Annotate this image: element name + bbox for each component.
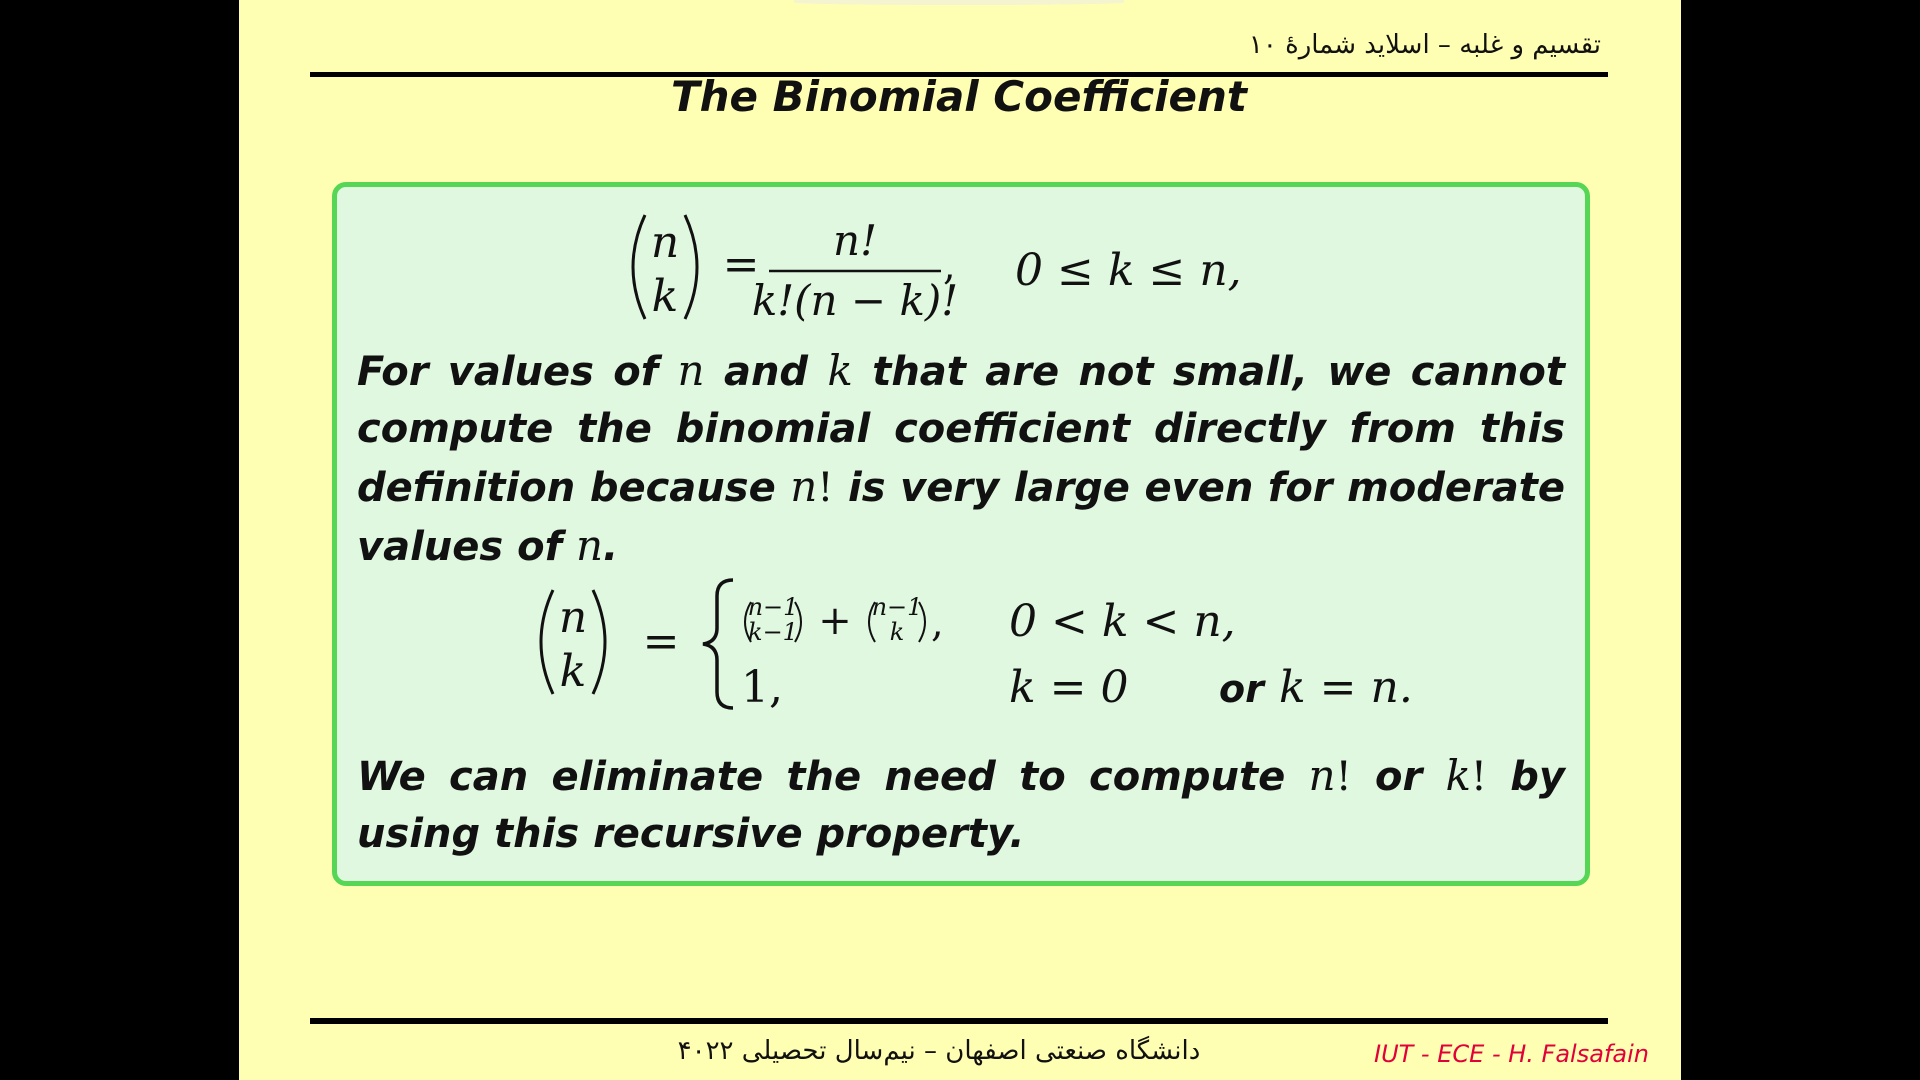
left-paren	[633, 215, 645, 319]
binom-b-bottom: k	[889, 618, 905, 646]
binom-top: n	[558, 592, 588, 643]
p2-text-1: We can eliminate the need to compute	[357, 754, 1309, 800]
range-condition: 0 ≤ k ≤ n,	[1015, 245, 1242, 296]
p1-math-k: k	[827, 346, 853, 395]
binom-top: n	[650, 217, 680, 268]
left-paren	[541, 590, 553, 694]
right-paren	[593, 590, 605, 694]
left-brace	[703, 580, 733, 708]
p1-text-4: is very large even for moderate values of	[357, 465, 1566, 570]
binom-bottom: k	[651, 271, 679, 322]
course-header: تقسیم و غلبه – اسلاید شمارهٔ ۱۰	[1248, 30, 1601, 60]
case2-or: or	[1219, 667, 1264, 711]
plus-sign: +	[818, 598, 852, 644]
equals-sign: =	[722, 239, 760, 290]
binom-bottom: k	[559, 646, 587, 697]
p1-math-n: n	[677, 346, 705, 395]
case1-condition: 0 < k < n,	[1009, 596, 1236, 647]
p1-text-1: For values of	[357, 349, 678, 395]
p2-text-3: by using this recursive property.	[357, 754, 1566, 857]
p1-math-n-factorial: n	[790, 462, 818, 511]
case2-value: 1,	[741, 662, 783, 713]
footer-author: IUT - ECE - H. Falsafain	[1374, 1040, 1649, 1068]
p2-factorial-mark-n: !	[1335, 754, 1352, 800]
case1-comma: ,	[931, 600, 944, 646]
p2-math-k: k	[1445, 751, 1471, 800]
p2-factorial-mark-k: !	[1470, 754, 1487, 800]
p1-text-3: that are not small, we cannot compute the binomial coefficient directly from this definition because	[357, 349, 1566, 511]
paragraph-1	[357, 342, 1565, 576]
footer-university: دانشگاه صنعتی اصفهان – نیم‌سال تحصیلی ۴۰۲۲	[677, 1036, 1201, 1066]
footer-rule	[310, 1018, 1608, 1024]
case2-condition-b: k = n.	[1279, 662, 1413, 713]
equals-sign: =	[642, 616, 680, 667]
denominator: k!(n − k)!	[751, 276, 959, 325]
numerator: n!	[833, 216, 877, 265]
p1-text-2: and	[704, 349, 828, 395]
binom-a-bottom: k−1	[748, 618, 798, 646]
right-paren	[685, 215, 697, 319]
top-glow	[794, 0, 1124, 5]
content-box	[332, 182, 1590, 886]
binom-a-top: n−1	[747, 593, 799, 621]
p2-math-n: n	[1308, 751, 1336, 800]
slide	[239, 0, 1681, 1080]
p1-factorial-mark: !	[817, 465, 834, 511]
paragraph-2	[357, 747, 1565, 863]
definition-formula	[337, 207, 1585, 327]
case2-condition-a: k = 0	[1009, 662, 1129, 713]
binom-b-top: n−1	[871, 593, 923, 621]
p1-math-n-2: n	[575, 521, 603, 570]
p2-text-2: or	[1351, 754, 1446, 800]
slide-title: The Binomial Coefficient	[670, 72, 1248, 121]
comma: ,	[943, 243, 956, 289]
recurrence-formula	[337, 562, 1585, 722]
p1-text-5: .	[603, 524, 619, 570]
